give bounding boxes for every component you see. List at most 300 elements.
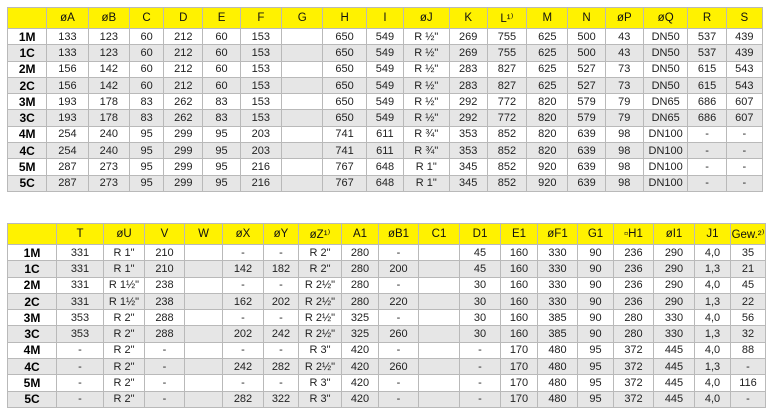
table-cell: 330 — [538, 293, 578, 309]
row-label: 1M — [8, 245, 57, 261]
table-cell: - — [145, 359, 185, 375]
row-label: 5C — [8, 175, 47, 191]
column-header: V — [145, 224, 185, 245]
table-cell: 686 — [688, 110, 726, 126]
table-cell: 210 — [145, 261, 185, 277]
table-cell: - — [264, 375, 299, 391]
table-cell: 30 — [460, 277, 501, 293]
table-cell: R 1" — [404, 159, 450, 175]
table-cell — [185, 261, 223, 277]
table-cell: 615 — [688, 77, 726, 93]
table-cell: 287 — [47, 159, 88, 175]
table-row — [8, 359, 766, 375]
column-header: øI1 — [654, 224, 695, 245]
table-cell: 202 — [223, 326, 264, 342]
table-cell: 852 — [487, 126, 526, 142]
table-cell: 95 — [130, 143, 164, 159]
table-cell: 650 — [323, 45, 366, 61]
table-cell: 852 — [487, 143, 526, 159]
table-cell: 686 — [688, 94, 726, 110]
table-cell: 212 — [164, 77, 203, 93]
table-cell — [282, 159, 323, 175]
table-row — [8, 293, 766, 309]
table-cell: 1,3 — [695, 261, 731, 277]
table-cell: 331 — [57, 261, 104, 277]
table-cell: 203 — [240, 143, 281, 159]
table-cell: 282 — [223, 391, 264, 407]
table-cell: 153 — [240, 77, 281, 93]
table-row — [8, 175, 763, 191]
table-cell: 254 — [47, 126, 88, 142]
table-cell: R 2" — [104, 310, 145, 326]
table-cell: 439 — [726, 45, 762, 61]
table-cell: 920 — [527, 175, 568, 191]
table-cell — [282, 126, 323, 142]
table-cell: 1,3 — [695, 359, 731, 375]
column-header: øP — [605, 8, 643, 29]
column-header: G1 — [578, 224, 614, 245]
table-cell: 95 — [203, 126, 240, 142]
table-cell: - — [145, 342, 185, 358]
table-cell — [185, 245, 223, 261]
table-cell — [419, 375, 460, 391]
table-cell: 60 — [203, 29, 240, 45]
table-cell: - — [264, 277, 299, 293]
table-cell: 95 — [578, 391, 614, 407]
table-cell: 372 — [614, 359, 654, 375]
table-cell: - — [460, 391, 501, 407]
table-cell: 353 — [449, 126, 487, 142]
table-cell: 330 — [538, 277, 578, 293]
table-cell: 288 — [145, 310, 185, 326]
table-cell: 95 — [578, 359, 614, 375]
table-cell: - — [726, 126, 762, 142]
table-cell: 625 — [527, 45, 568, 61]
table-row — [8, 391, 766, 407]
table-cell — [282, 94, 323, 110]
table-cell: R 2" — [104, 359, 145, 375]
table-cell: 254 — [47, 143, 88, 159]
table-row — [8, 277, 766, 293]
table-cell: - — [726, 175, 762, 191]
table-cell: 142 — [88, 77, 129, 93]
table-cell — [282, 61, 323, 77]
table-row — [8, 45, 763, 61]
row-label: 3C — [8, 326, 57, 342]
table-cell: 4,0 — [695, 375, 731, 391]
table-cell: 170 — [501, 359, 538, 375]
row-label: 3C — [8, 110, 47, 126]
table-cell: 280 — [342, 277, 379, 293]
table-cell: 1,3 — [695, 293, 731, 309]
table-cell: 820 — [527, 94, 568, 110]
table-cell: 60 — [203, 45, 240, 61]
table-cell: 60 — [130, 29, 164, 45]
table-row — [8, 375, 766, 391]
table-cell: R 2½" — [299, 359, 342, 375]
table-cell: 549 — [366, 45, 403, 61]
table-cell: R ½" — [404, 77, 450, 93]
table-cell: 238 — [145, 293, 185, 309]
table-cell: 331 — [57, 277, 104, 293]
table-cell: 330 — [654, 326, 695, 342]
table-cell: 345 — [449, 159, 487, 175]
column-header: øQ — [643, 8, 687, 29]
table-cell: DN50 — [643, 45, 687, 61]
table-cell: R 2" — [104, 375, 145, 391]
table-cell: 156 — [47, 77, 88, 93]
table-cell — [419, 277, 460, 293]
row-label: 1C — [8, 261, 57, 277]
table-cell: 200 — [379, 261, 419, 277]
table-cell: 22 — [731, 293, 766, 309]
table-cell: 650 — [323, 61, 366, 77]
table-cell: 330 — [538, 261, 578, 277]
table-cell: - — [379, 391, 419, 407]
table-cell: 95 — [203, 175, 240, 191]
table-cell: 98 — [605, 126, 643, 142]
column-header: øA — [47, 8, 88, 29]
table-1-header-row — [8, 8, 763, 29]
table-cell: 273 — [88, 159, 129, 175]
table-2-header-row — [8, 224, 766, 245]
table-cell — [185, 277, 223, 293]
table-cell — [419, 391, 460, 407]
table-cell: 212 — [164, 29, 203, 45]
table-cell: 299 — [164, 159, 203, 175]
table-cell: 549 — [366, 77, 403, 93]
table-cell: 73 — [605, 77, 643, 93]
table-cell: 331 — [57, 245, 104, 261]
row-label: 5C — [8, 391, 57, 407]
table-cell: - — [57, 342, 104, 358]
table-cell: 60 — [130, 77, 164, 93]
table-cell: R 1½" — [104, 277, 145, 293]
table-cell: 500 — [568, 45, 605, 61]
table-cell: 290 — [654, 261, 695, 277]
table-cell: - — [460, 342, 501, 358]
table-cell: 95 — [203, 143, 240, 159]
table-cell: 527 — [568, 77, 605, 93]
table-cell: 299 — [164, 126, 203, 142]
table-row — [8, 310, 766, 326]
table-cell: 123 — [88, 45, 129, 61]
table-cell: 549 — [366, 110, 403, 126]
table-cell: 95 — [578, 342, 614, 358]
column-header: øB1 — [379, 224, 419, 245]
row-label: 5M — [8, 375, 57, 391]
table-cell: 4,0 — [695, 310, 731, 326]
column-header: D — [164, 8, 203, 29]
table-cell: 45 — [731, 277, 766, 293]
table-cell: 30 — [460, 293, 501, 309]
column-header: T — [57, 224, 104, 245]
table-cell — [185, 375, 223, 391]
table-cell: R 2" — [104, 391, 145, 407]
table-cell: 527 — [568, 61, 605, 77]
table-cell: 45 — [460, 261, 501, 277]
table-cell: 21 — [731, 261, 766, 277]
table-cell: R ½" — [404, 94, 450, 110]
table-cell: DN50 — [643, 29, 687, 45]
table-cell: 73 — [605, 61, 643, 77]
table-cell: 325 — [342, 326, 379, 342]
table-cell: 236 — [614, 261, 654, 277]
table-cell: 212 — [164, 45, 203, 61]
row-label: 1M — [8, 29, 47, 45]
dimensions-table-2 — [7, 223, 766, 408]
table-cell — [185, 326, 223, 342]
table-row — [8, 245, 766, 261]
table-cell: 439 — [726, 29, 762, 45]
table-cell: DN65 — [643, 110, 687, 126]
table-cell: 153 — [240, 29, 281, 45]
table-cell: - — [460, 359, 501, 375]
table-cell: - — [57, 359, 104, 375]
table-cell: - — [731, 359, 766, 375]
table-cell: 83 — [203, 110, 240, 126]
table-cell: - — [57, 391, 104, 407]
table-cell: 4,0 — [695, 277, 731, 293]
table-cell: 820 — [527, 110, 568, 126]
table-cell — [282, 175, 323, 191]
table-cell: 242 — [223, 359, 264, 375]
row-label: 3M — [8, 310, 57, 326]
table-cell: 162 — [223, 293, 264, 309]
table-cell: 98 — [605, 175, 643, 191]
table-cell: 269 — [449, 29, 487, 45]
table-cell: - — [379, 375, 419, 391]
table-cell: 32 — [731, 326, 766, 342]
table-cell: 741 — [323, 126, 366, 142]
row-label: 2M — [8, 277, 57, 293]
table-cell: 372 — [614, 391, 654, 407]
table-cell: 639 — [568, 159, 605, 175]
table-cell: 292 — [449, 110, 487, 126]
row-label: 2M — [8, 61, 47, 77]
table-cell: R ½" — [404, 61, 450, 77]
column-header: R — [688, 8, 726, 29]
table-cell: 193 — [47, 110, 88, 126]
table-cell: - — [688, 175, 726, 191]
table-cell: DN100 — [643, 159, 687, 175]
row-label: 4M — [8, 126, 47, 142]
table-cell — [419, 310, 460, 326]
table-cell: 60 — [203, 77, 240, 93]
table-cell: R 2½" — [299, 293, 342, 309]
table-cell: 615 — [688, 61, 726, 77]
table-cell: 90 — [578, 293, 614, 309]
table-cell: 182 — [264, 261, 299, 277]
table-cell: - — [145, 375, 185, 391]
table-cell: 236 — [614, 293, 654, 309]
table-cell: 648 — [366, 159, 403, 175]
table-cell: 282 — [264, 359, 299, 375]
table-cell: 549 — [366, 29, 403, 45]
table-cell: - — [688, 126, 726, 142]
row-label: 4C — [8, 359, 57, 375]
table-cell: 500 — [568, 29, 605, 45]
table-cell: 43 — [605, 29, 643, 45]
table-cell: 123 — [88, 29, 129, 45]
table-cell: 43 — [605, 45, 643, 61]
table-row — [8, 77, 763, 93]
table-row — [8, 326, 766, 342]
table-cell: 203 — [240, 126, 281, 142]
table-cell: 160 — [501, 326, 538, 342]
corner-header — [8, 224, 57, 245]
table-cell: R 1" — [104, 245, 145, 261]
table-cell: 240 — [88, 143, 129, 159]
table-cell: 353 — [57, 310, 104, 326]
table-cell: 153 — [240, 61, 281, 77]
column-header: I — [366, 8, 403, 29]
table-cell: R ½" — [404, 29, 450, 45]
table-cell: 445 — [654, 391, 695, 407]
table-cell: - — [223, 277, 264, 293]
table-cell: 90 — [578, 245, 614, 261]
table-cell: 280 — [342, 261, 379, 277]
column-header: E — [203, 8, 240, 29]
table-cell: 95 — [130, 159, 164, 175]
table-cell: 420 — [342, 391, 379, 407]
table-cell: 95 — [578, 375, 614, 391]
table-cell: 543 — [726, 61, 762, 77]
table-cell — [282, 29, 323, 45]
table-cell: - — [264, 342, 299, 358]
table-cell — [185, 310, 223, 326]
table-cell: 260 — [379, 359, 419, 375]
table-cell: 90 — [578, 326, 614, 342]
table-cell: 480 — [538, 342, 578, 358]
row-label: 3M — [8, 94, 47, 110]
table-row — [8, 342, 766, 358]
table-cell: 288 — [145, 326, 185, 342]
table-cell: - — [726, 143, 762, 159]
table-cell: 385 — [538, 310, 578, 326]
table-cell: 353 — [57, 326, 104, 342]
table-cell: 772 — [487, 110, 526, 126]
table-cell: R 2½" — [299, 310, 342, 326]
table-cell: - — [731, 391, 766, 407]
table-cell: 420 — [342, 375, 379, 391]
table-cell: 299 — [164, 143, 203, 159]
table-cell: 56 — [731, 310, 766, 326]
column-header: W — [185, 224, 223, 245]
table-cell: 330 — [654, 310, 695, 326]
column-header: D1 — [460, 224, 501, 245]
table-cell: 611 — [366, 126, 403, 142]
table-cell: 648 — [366, 175, 403, 191]
table-cell: 262 — [164, 94, 203, 110]
table-cell: - — [379, 245, 419, 261]
column-header: G — [282, 8, 323, 29]
table-row — [8, 94, 763, 110]
table-cell: 30 — [460, 326, 501, 342]
table-cell: 90 — [578, 261, 614, 277]
table-cell: - — [688, 159, 726, 175]
table-cell: 212 — [164, 61, 203, 77]
table-cell: 236 — [614, 245, 654, 261]
table-cell: 160 — [501, 245, 538, 261]
column-header: C — [130, 8, 164, 29]
table-cell: R 1" — [404, 175, 450, 191]
table-cell: 445 — [654, 342, 695, 358]
table-cell: 820 — [527, 126, 568, 142]
table-cell: - — [379, 277, 419, 293]
row-label: 4C — [8, 143, 47, 159]
table-cell: 420 — [342, 359, 379, 375]
table-cell: 650 — [323, 77, 366, 93]
table-cell: 639 — [568, 143, 605, 159]
table-cell: 445 — [654, 375, 695, 391]
column-header: Gew.²⁾ — [731, 224, 766, 245]
table-cell: 543 — [726, 77, 762, 93]
table-cell: 220 — [379, 293, 419, 309]
table-cell: 95 — [130, 126, 164, 142]
table-cell: - — [379, 342, 419, 358]
table-cell: 79 — [605, 94, 643, 110]
table-cell: 767 — [323, 159, 366, 175]
table-cell: 625 — [527, 61, 568, 77]
column-header: øJ — [404, 8, 450, 29]
table-cell: 755 — [487, 45, 526, 61]
table-cell: 920 — [527, 159, 568, 175]
table-cell — [419, 342, 460, 358]
table-cell: 210 — [145, 245, 185, 261]
table-cell: 193 — [47, 94, 88, 110]
table-cell: 639 — [568, 126, 605, 142]
table-row — [8, 261, 766, 277]
table-cell: 178 — [88, 94, 129, 110]
table-cell: 579 — [568, 110, 605, 126]
table-cell — [282, 77, 323, 93]
table-cell: 331 — [57, 293, 104, 309]
table-cell: 827 — [487, 61, 526, 77]
table-cell: 4,0 — [695, 391, 731, 407]
column-header: L¹⁾ — [487, 8, 526, 29]
table-cell: - — [223, 310, 264, 326]
table-cell: - — [460, 375, 501, 391]
table-cell — [185, 293, 223, 309]
table-cell: R 1½" — [104, 293, 145, 309]
table-cell: 45 — [460, 245, 501, 261]
table-cell: 269 — [449, 45, 487, 61]
table-cell: 95 — [203, 159, 240, 175]
table-cell: - — [726, 159, 762, 175]
table-cell: DN100 — [643, 126, 687, 142]
dimensions-table-1 — [7, 7, 763, 192]
table-cell: DN100 — [643, 175, 687, 191]
table-cell: R ¾" — [404, 143, 450, 159]
table-cell: 90 — [578, 310, 614, 326]
table-cell: 160 — [501, 261, 538, 277]
table-cell: 156 — [47, 61, 88, 77]
column-header: A1 — [342, 224, 379, 245]
table-cell: R 2½" — [299, 277, 342, 293]
table-cell: 273 — [88, 175, 129, 191]
table-cell: 283 — [449, 61, 487, 77]
table-cell: - — [264, 310, 299, 326]
table-cell: R 2" — [104, 342, 145, 358]
table-2-body — [8, 245, 766, 408]
table-cell: 116 — [731, 375, 766, 391]
table-cell: - — [223, 375, 264, 391]
table-cell: 325 — [342, 310, 379, 326]
table-cell: 133 — [47, 45, 88, 61]
table-cell: 480 — [538, 359, 578, 375]
column-header: J1 — [695, 224, 731, 245]
